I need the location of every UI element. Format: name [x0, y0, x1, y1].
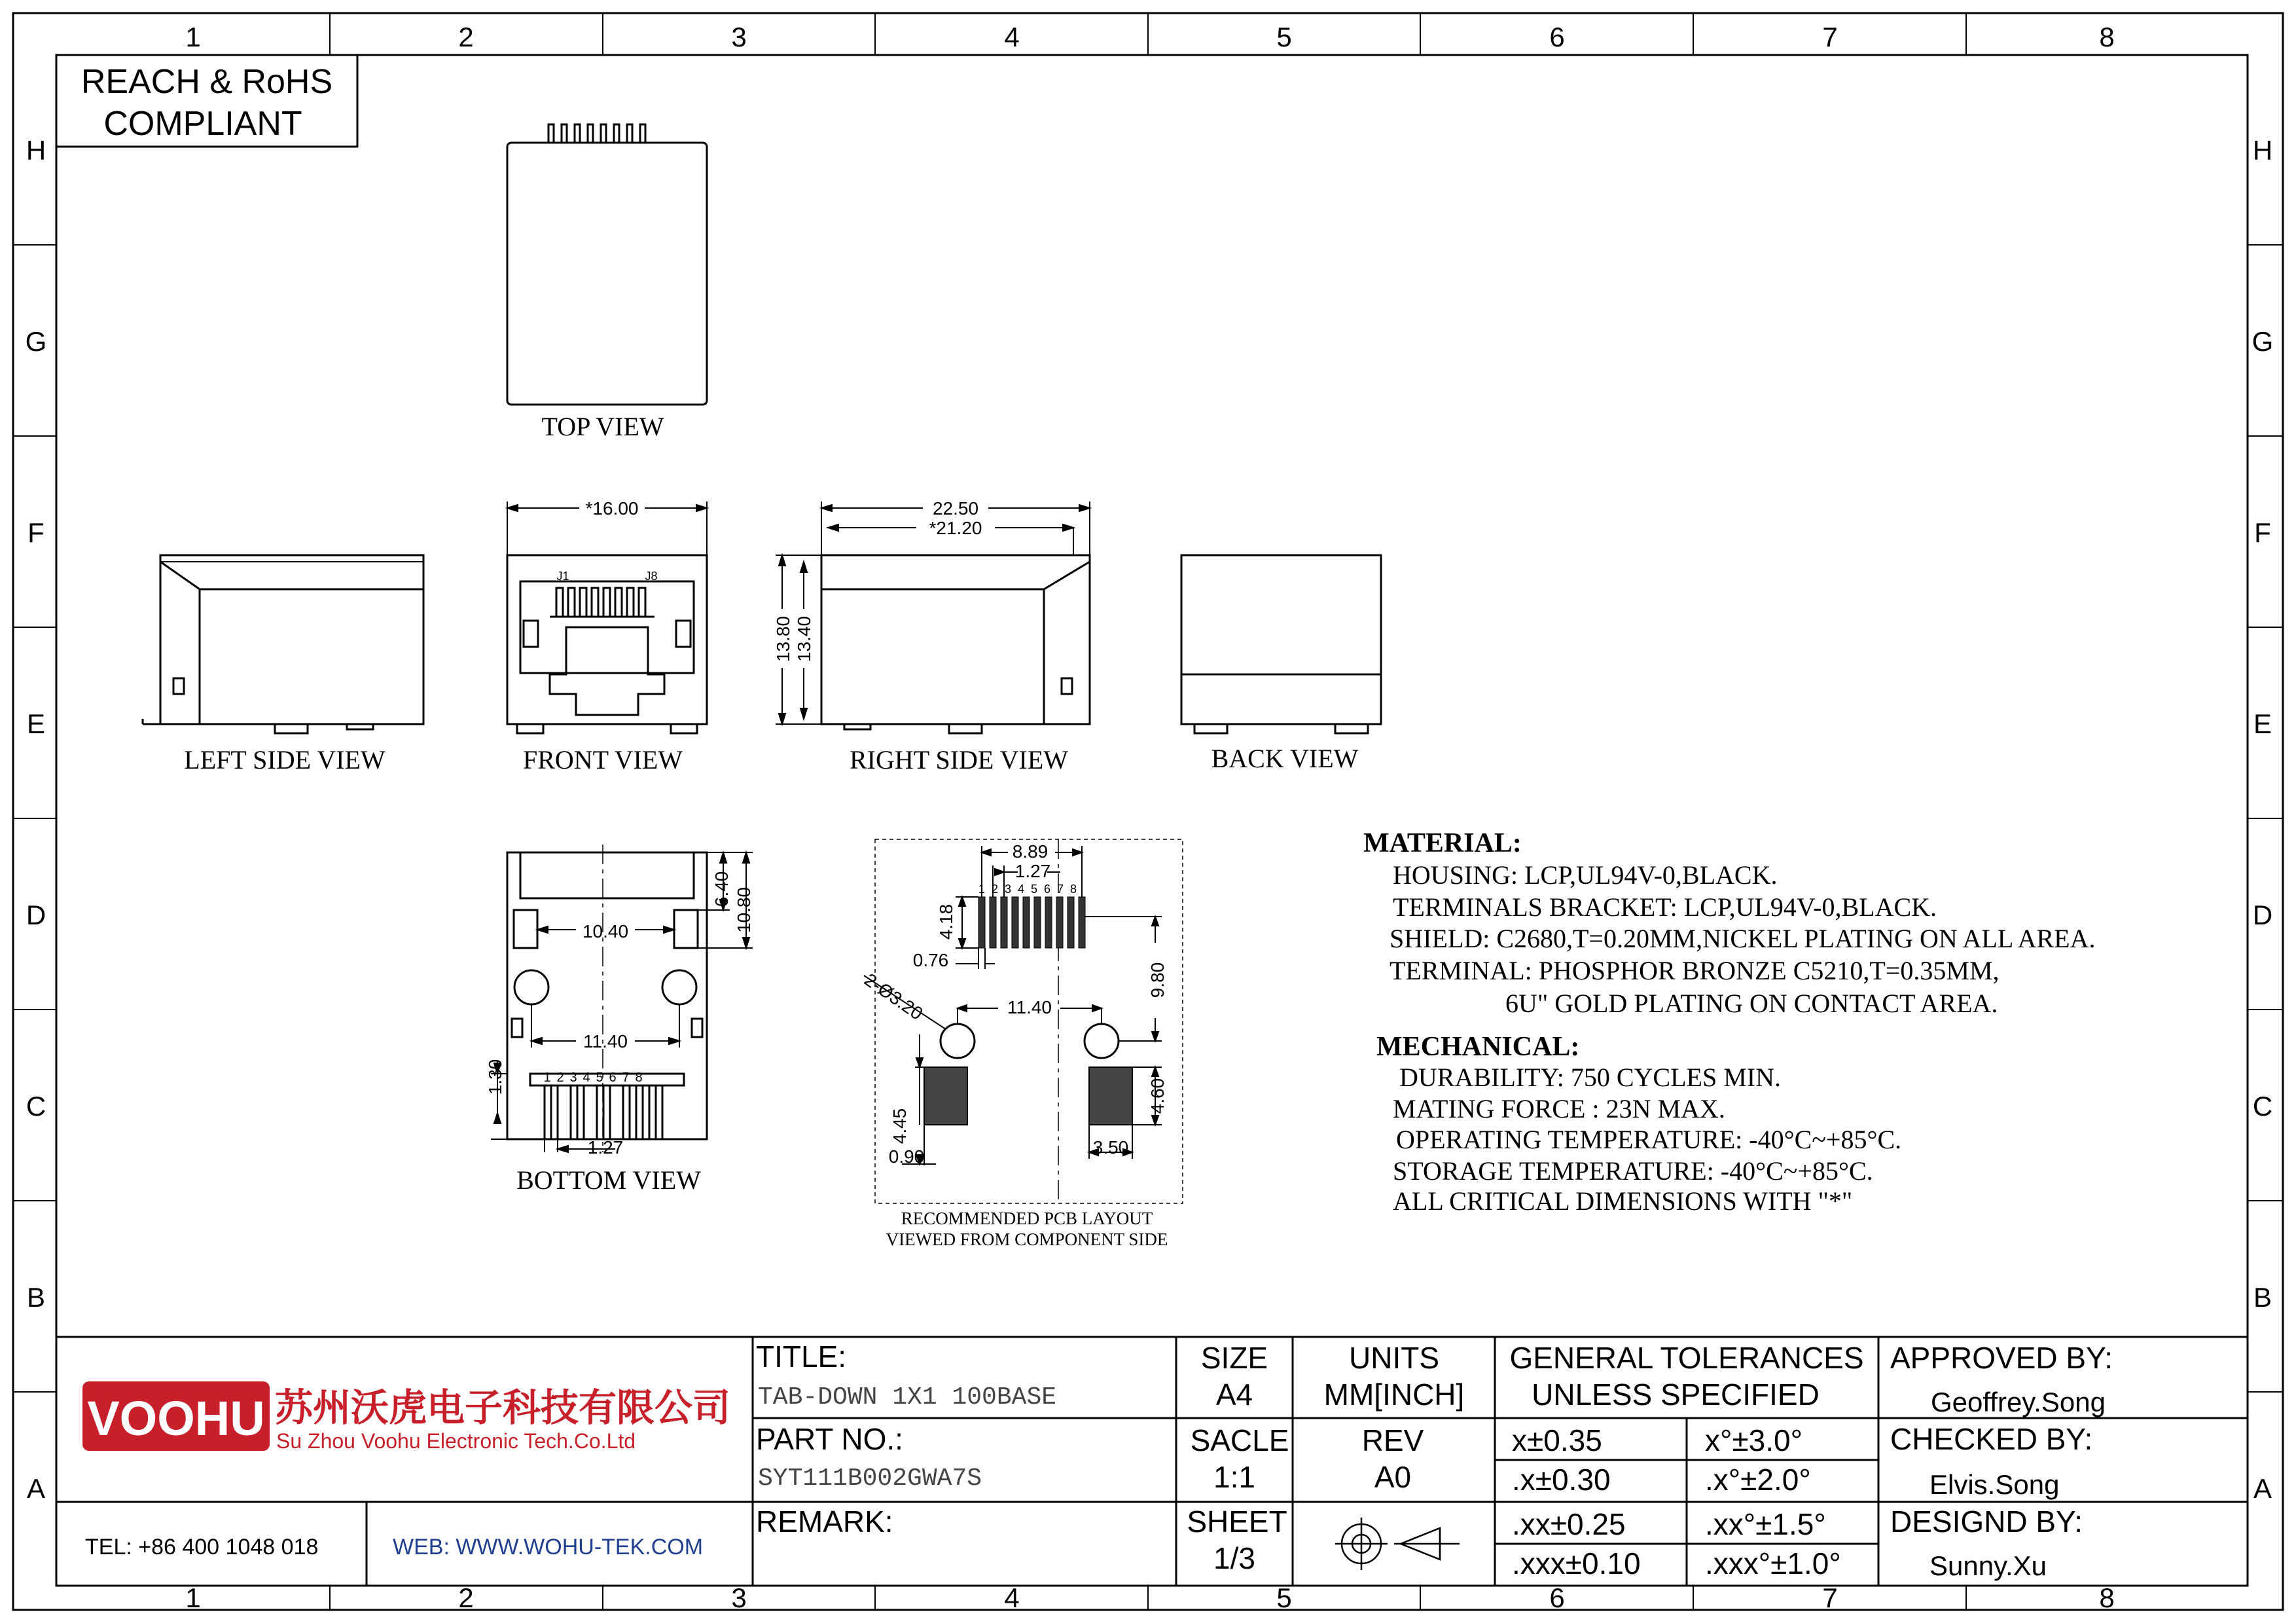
- post-spacing-value: 10.40: [582, 921, 629, 941]
- pcb-shield-height-value: 4.60: [1147, 1078, 1168, 1114]
- back-view: [1181, 555, 1381, 733]
- row-label-right: F: [2254, 517, 2271, 548]
- col-label-top: 3: [731, 22, 747, 52]
- title-value: TAB-DOWN 1X1 100BASE: [758, 1383, 1057, 1412]
- pcb-hole-dia-value: 2-Ø3.20: [861, 969, 927, 1024]
- part-number-label: PART NO.:: [756, 1422, 903, 1456]
- notes: [1363, 828, 2095, 1216]
- right-side-view: [821, 555, 1090, 733]
- bottom-view: [507, 845, 707, 1152]
- bottom-d2-value: 10.80: [734, 886, 754, 934]
- designed-value: Sunny.Xu: [1929, 1550, 2047, 1581]
- pcb-pin-number: 3: [1004, 883, 1012, 896]
- pcb-pin-span-value: 8.89: [1012, 841, 1049, 862]
- projection-symbol-icon: [1335, 1518, 1460, 1570]
- bottom-pin-number: 5: [596, 1070, 603, 1085]
- row-label-right: D: [2252, 900, 2273, 930]
- row-label-right: H: [2252, 135, 2273, 166]
- rev-value: A0: [1374, 1460, 1412, 1494]
- left-side-view: [143, 555, 423, 733]
- sheet-label: SHEET: [1187, 1504, 1287, 1539]
- row-label-right: G: [2251, 326, 2274, 357]
- front-width-value: *16.00: [585, 498, 639, 519]
- bottom-d1-value: 6.40: [711, 871, 732, 907]
- col-label-top: 6: [1549, 22, 1565, 52]
- top-view-label: TOP VIEW: [541, 412, 664, 441]
- tolerance-linear: .xx±0.25: [1512, 1507, 1626, 1541]
- pcb-to-holes-value: 9.80: [1147, 962, 1168, 998]
- top-view: [507, 124, 707, 405]
- pin-j1-label: J1: [556, 570, 569, 583]
- bottom-pin-number: 4: [583, 1070, 590, 1085]
- row-label-left: D: [26, 900, 46, 930]
- col-label-top: 4: [1004, 22, 1020, 52]
- right-side-view-label: RIGHT SIDE VIEW: [849, 745, 1069, 775]
- bottom-view-label: BOTTOM VIEW: [516, 1165, 701, 1195]
- pcb-pin-number: 4: [1017, 883, 1025, 896]
- tolerance-angular: .xx°±1.5°: [1705, 1507, 1826, 1541]
- mechanical-line: DURABILITY: 750 CYCLES MIN.: [1399, 1063, 1781, 1092]
- pcb-pin-number: 6: [1043, 883, 1051, 896]
- units-label: UNITS: [1349, 1341, 1439, 1375]
- row-label-left: C: [26, 1091, 46, 1122]
- material-line: TERMINAL: PHOSPHOR BRONZE C5210,T=0.35MM,: [1390, 956, 2000, 985]
- pcb-pin-number: 2: [991, 883, 999, 896]
- size-label: SIZE: [1200, 1341, 1268, 1375]
- scale-value: 1:1: [1213, 1460, 1255, 1494]
- pin-j8-label: J8: [645, 570, 658, 583]
- pcb-caption-line1: RECOMMENDED PCB LAYOUT: [901, 1209, 1153, 1228]
- compliance-box: [56, 55, 357, 147]
- tolerance-angular: .xxx°±1.0°: [1705, 1546, 1841, 1580]
- title-label: TITLE:: [756, 1340, 847, 1374]
- part-number-value: SYT111B002GWA7S: [758, 1465, 982, 1493]
- height-total-value: 13.80: [773, 615, 793, 663]
- pcb-signal-pads: [978, 897, 1085, 948]
- checked-label: CHECKED BY:: [1890, 1422, 2093, 1456]
- row-label-left: E: [26, 708, 46, 739]
- pcb-pin-number: 5: [1030, 883, 1038, 896]
- col-label-top: 1: [185, 22, 201, 52]
- col-label-top: 2: [458, 22, 474, 52]
- row-label-left: G: [25, 326, 47, 357]
- size-value: A4: [1215, 1377, 1253, 1412]
- front-view: [507, 555, 707, 733]
- bottom-pin-number: 8: [635, 1070, 643, 1085]
- remark-label: REMARK:: [756, 1504, 893, 1539]
- pcb-shield-width-value: 3.50: [1092, 1137, 1129, 1158]
- approved-value: Geoffrey.Song: [1931, 1387, 2106, 1417]
- left-side-view-label: LEFT SIDE VIEW: [184, 745, 386, 775]
- tolerance-linear: x±0.35: [1512, 1423, 1602, 1457]
- bottom-pin-number: 3: [569, 1070, 577, 1085]
- mechanical-line: STORAGE TEMPERATURE: -40°C~+85°C.: [1393, 1156, 1873, 1186]
- pcb-pad-width-value: 0.76: [912, 950, 949, 970]
- company-name-en: Su Zhou Voohu Electronic Tech.Co.Ltd: [276, 1429, 636, 1453]
- tolerance-heading2: UNLESS SPECIFIED: [1532, 1377, 1820, 1412]
- col-label-bottom: 7: [1822, 1582, 1838, 1613]
- pcb-shield-offset-value: 4.45: [889, 1108, 910, 1144]
- tolerance-heading1: GENERAL TOLERANCES: [1509, 1341, 1864, 1375]
- company-name-cn: 苏州沃虎电子科技有限公司: [275, 1387, 731, 1429]
- material-line: SHIELD: C2680,T=0.20MM,NICKEL PLATING ON ALL AREA.: [1390, 924, 2096, 953]
- pcb-row-height-value: 4.18: [936, 903, 956, 940]
- material-line: HOUSING: LCP,UL94V-0,BLACK.: [1393, 860, 1778, 890]
- bottom-pitch-value: 1.27: [587, 1137, 624, 1158]
- tolerance-angular: .x°±2.0°: [1705, 1463, 1811, 1497]
- compliance-line2: COMPLIANT: [103, 105, 302, 143]
- checked-value: Elvis.Song: [1929, 1469, 2060, 1500]
- bottom-pin-number: 2: [556, 1070, 564, 1085]
- col-label-top: 7: [1822, 22, 1838, 52]
- bottom-pin-number: 7: [622, 1070, 630, 1085]
- mechanical-line: ALL CRITICAL DIMENSIONS WITH "*": [1393, 1186, 1853, 1216]
- approvals: [1890, 1341, 2113, 1581]
- scale-label: SACLE: [1190, 1423, 1289, 1457]
- side-length-inner-value: *21.20: [929, 518, 982, 538]
- col-label-bottom: 8: [2099, 1582, 2115, 1613]
- height-inner-value: 13.40: [794, 615, 814, 663]
- col-label-bottom: 3: [731, 1582, 747, 1613]
- side-length-value: 22.50: [932, 498, 979, 519]
- bottom-pin-numbers: [543, 1070, 642, 1085]
- hole-spacing-value: 11.40: [583, 1031, 628, 1051]
- pin-protrusion-value: 1.30: [485, 1059, 505, 1095]
- material-heading: MATERIAL:: [1363, 828, 1522, 858]
- pcb-edge-value: 0.90: [888, 1146, 925, 1167]
- sheet-value: 1/3: [1213, 1541, 1255, 1575]
- col-label-bottom: 4: [1004, 1582, 1020, 1613]
- pcb-hole-spacing-value: 11.40: [1007, 997, 1052, 1017]
- company-logo: [82, 1381, 270, 1451]
- tolerance-angular: x°±3.0°: [1705, 1423, 1803, 1457]
- tolerance-linear: .x±0.30: [1512, 1463, 1611, 1497]
- front-view-label: FRONT VIEW: [522, 745, 683, 775]
- row-label-left: B: [26, 1282, 46, 1313]
- row-label-left: H: [26, 135, 46, 166]
- bottom-pin-number: 1: [543, 1070, 551, 1085]
- pcb-pin-number: 7: [1056, 883, 1064, 896]
- company-tel: TEL: +86 400 1048 018: [85, 1535, 319, 1559]
- row-label-left: F: [27, 517, 45, 548]
- row-label-right: E: [2253, 708, 2272, 739]
- material-line: 6U" GOLD PLATING ON CONTACT AREA.: [1505, 989, 1998, 1018]
- mechanical-line: OPERATING TEMPERATURE: -40°C~+85°C.: [1396, 1125, 1902, 1154]
- row-label-right: A: [2253, 1473, 2272, 1504]
- col-label-bottom: 6: [1549, 1582, 1565, 1613]
- approved-label: APPROVED BY:: [1890, 1341, 2113, 1375]
- back-view-label: BACK VIEW: [1211, 744, 1359, 773]
- units-value: MM[INCH]: [1323, 1377, 1465, 1412]
- size-scale-sheet: [1187, 1341, 1289, 1575]
- bottom-pin-number: 6: [609, 1070, 617, 1085]
- logo-text: VOOHU: [87, 1391, 265, 1446]
- pcb-pitch-value: 1.27: [1014, 861, 1051, 881]
- col-label-top: 5: [1276, 22, 1292, 52]
- mechanical-line: MATING FORCE : 23N MAX.: [1393, 1094, 1725, 1123]
- company-web: WEB: WWW.WOHU-TEK.COM: [393, 1535, 704, 1559]
- row-label-right: B: [2253, 1282, 2272, 1313]
- col-label-top: 8: [2099, 22, 2115, 52]
- pcb-pin-number: 8: [1069, 883, 1077, 896]
- pcb-pin-number: 1: [978, 883, 986, 896]
- col-label-bottom: 5: [1276, 1582, 1292, 1613]
- rev-label: REV: [1361, 1423, 1424, 1457]
- pcb-caption-line2: VIEWED FROM COMPONENT SIDE: [886, 1230, 1168, 1249]
- col-label-bottom: 2: [458, 1582, 474, 1613]
- row-label-right: C: [2252, 1091, 2273, 1122]
- compliance-line1: REACH & RoHS: [81, 63, 333, 101]
- mechanical-heading: MECHANICAL:: [1376, 1032, 1580, 1062]
- material-line: TERMINALS BRACKET: LCP,UL94V-0,BLACK.: [1393, 892, 1937, 922]
- row-label-left: A: [26, 1473, 46, 1504]
- designed-label: DESIGND BY:: [1890, 1504, 2083, 1539]
- tolerance-linear: .xxx±0.10: [1512, 1546, 1641, 1580]
- col-label-bottom: 1: [185, 1582, 201, 1613]
